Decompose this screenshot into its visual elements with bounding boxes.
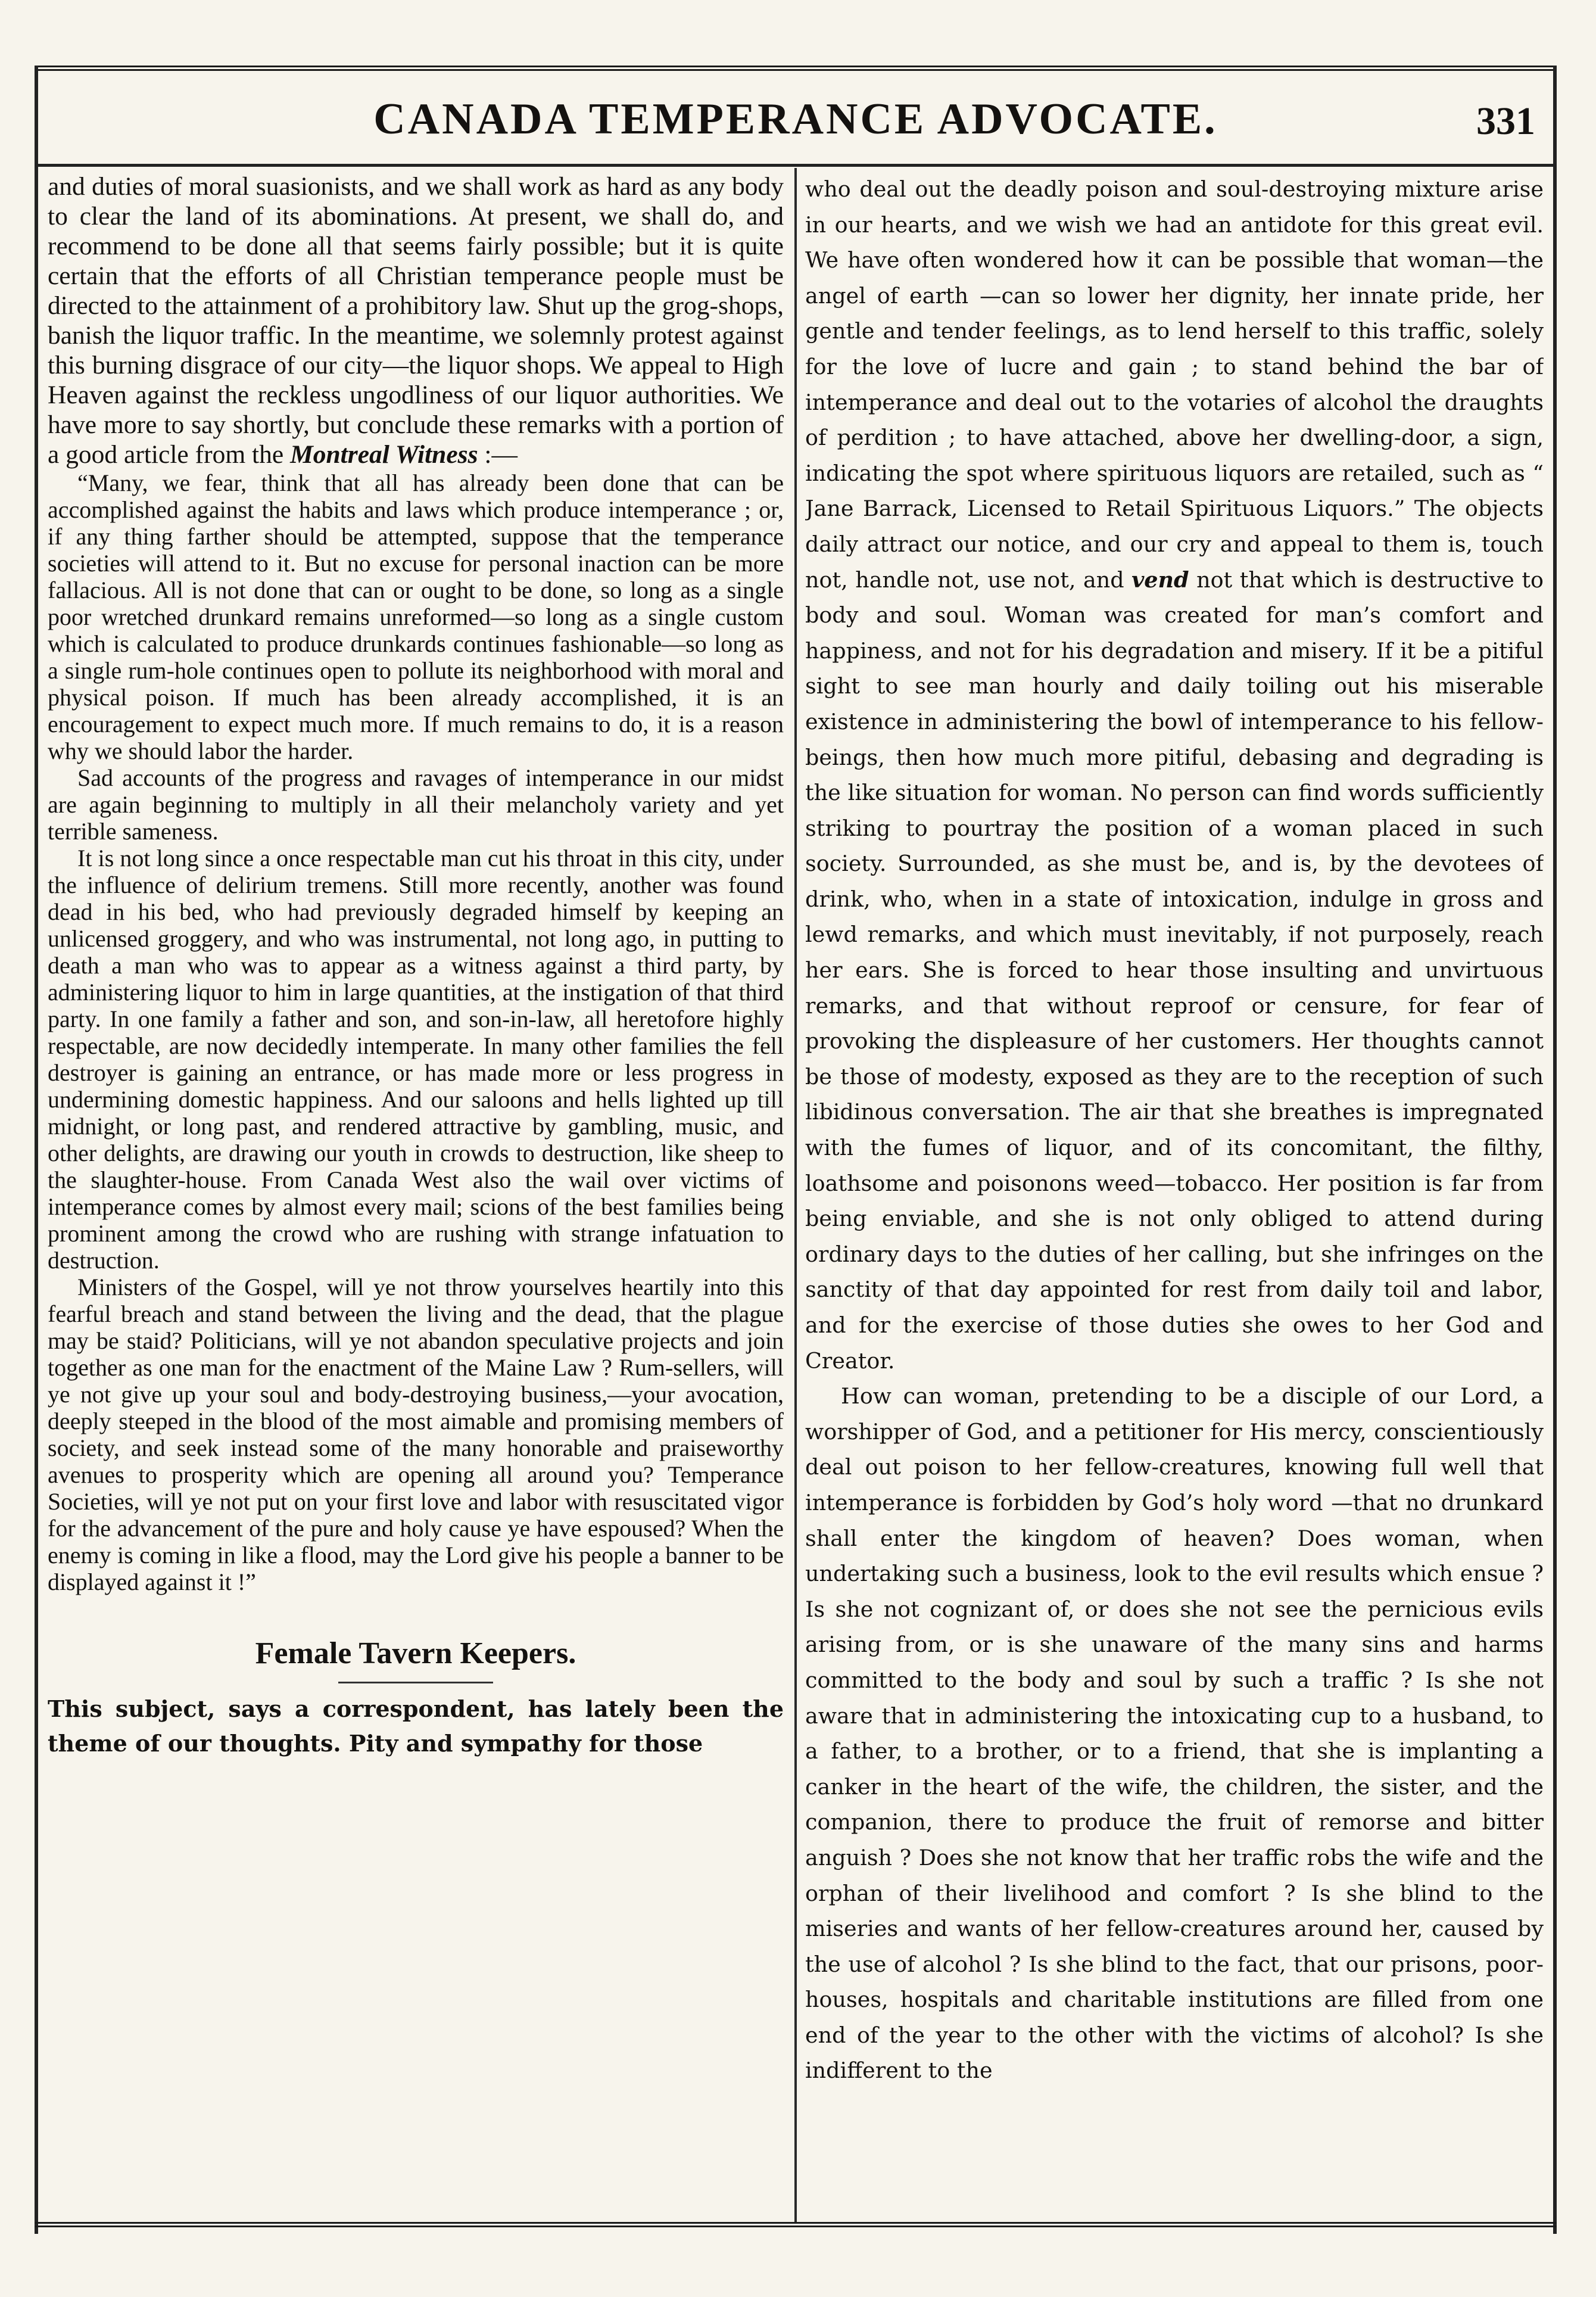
page-number: 331 — [1476, 99, 1535, 143]
quote-paragraph: Ministers of the Gospel, will ye not throw yourselves heartily into this fearful breach and stand between the living and the dead, that the plague may be staid? Politicians, will ye not abandon speculative projects and join together as one man for the enactment of the Maine Law ? Rum-sellers, will ye not give up your soul and body-destroying business,—your avocation, deeply steeped in the blood of the most aimable and promising members of society, and seek instead some of the many honorable and praiseworthy avenues to prosperity which are opening all around you? Temperance Societies, will ye not put on your first love and labor with resuscitated vigor for the advancement of the pure and holy cause ye have espoused? When the enemy is coming in like a flood, may the Lord give his people a banner to be displayed against it !” — [48, 1274, 784, 1595]
emphasized-word: vend — [1131, 567, 1189, 593]
column-divider — [794, 168, 797, 2222]
header-rule — [38, 164, 1553, 167]
quote-paragraph: Sad accounts of the progress and ravages of intemperance in our midst are again beginning to multiply in all their melancholy variety and yet terrible sameness. — [48, 764, 784, 845]
paragraph-text-end: not that which is destructive to body and soul. Woman was created for man’s comfort and happiness, and not for his degradation and misery. If it be a pitiful sight to see man hourly and daily toiling out his miserable existence in administering the bowl of intemperance to his fellow-beings, then how much more pitiful, debasing and degrading is the like situation for woman. No person can find words sufficiently striking to pourtray the position of a woman placed in such society. Surrounded, as she must be, and is, by the devotees of drink, who, when in a state of intoxication, indulge in gross and lewd remarks, and which must inevitably, if not purposely, reach her ears. She is forced to hear those insulting and unvirtuous remarks, and that without reproof or censure, for fear of provoking the displeasure of her customers. Her thoughts cannot be those of modesty, exposed as they are to the reception of such libidinous conversation. The air that she breathes is impregnated with the fumes of liquor, and of its concomitant, the filthy, loathsome and poisonons weed—tobacco. Her position is far from being enviable, and she is not only obliged to attend during ordinary days to the duties of her calling, but she infringes on the sanctity of that day appointed for rest from daily toil and labor, and for the exercise of those duties she owes to her God and Creator. — [805, 567, 1544, 1374]
quoted-article — [48, 469, 784, 1595]
publication-reference: Montreal Witness — [290, 440, 478, 469]
bottom-border-rule — [35, 2222, 1557, 2227]
intro-paragraph — [48, 172, 784, 469]
continued-paragraph — [805, 172, 1544, 1378]
heading-rule — [338, 1682, 493, 1683]
intro-text-end: :— — [478, 440, 518, 469]
body-paragraph: How can woman, pretending to be a disciple of our Lord, a worshipper of God, and a petitioner for His mercy, conscientiously deal out poison to her fellow-creatures, knowing full well that intemperance is forbidden by God’s holy word —that no drunkard shall enter the kingdom of heaven? Does woman, when undertaking such a business, look to the evil results which ensue ? Is she not cognizant of, or does she not see the pernicious evils arising from, or is she unaware of the many sins and harms committed to the body and soul by such a traffic ? Is she not aware that in administering the intoxicating cup to a husband, to a father, to a brother, or to a friend, that she is implanting a canker in the heart of the wife, the children, the sister, and the companion, there to produce the fruit of remorse and bitter anguish ? Does she not know that her traffic robs the wife and the orphan of their livelihood and comfort ? Is she blind to the miseries and wants of her fellow-creatures around her, caused by the use of alcohol ? Is she blind to the fact, that our prisons, poor-houses, hospitals and charitable institutions are filled from one end of the year to the other with the victims of alcohol? Is she indifferent to the — [805, 1383, 1544, 2084]
quote-paragraph: It is not long since a once respectable man cut his throat in this city, under the influence of delirium tremens. Still more recently, another was found dead in his bed, who had previously degraded himself by keeping an unlicensed groggery, and who was instrumental, not long ago, in putting to death a man who was to appear as a witness against a third party, by administering liquor to him in large quantities, at the instigation of that third party. In one family a father and son, and son-in-law, all heretofore highly respectable, are now decidedly intemperate. In many other families the fell destroyer is gaining an entrance, or has made more or less progress in undermining domestic happiness. And our saloons and hells lighted up till midnight, or long past, and rendered attractive by gambling, music, and other delights, are drawing our youth in crowds to destruction, like sheep to the slaughter-house. From Canada West also the wail over victims of intemperance comes by almost every mail; scions of the best families being prominent among the crowd who are rushing with strange infatuation to destruction. — [48, 845, 784, 1274]
publication-title: CANADA TEMPERANCE ADVOCATE. — [373, 95, 1218, 144]
right-column — [805, 172, 1544, 2215]
section-lead — [48, 1692, 784, 1761]
quote-paragraph: “Many, we fear, think that all has already been done that can be accomplished against the habits and laws which produce intemperance ; or, if any thing farther should be attempted, suppose that the temperance societies will attend to it. But no excuse for personal inaction can be more fallacious. All is not done that can or ought to be done, so long as a single poor wretched drunkard remains unreformed—so long as a single custom which is calculated to produce drunkards continues fashionable—so long as a single rum-hole continues open to pollute its neighborhood with moral and physical poison. If much has been already accomplished, it is an encouragement to expect much more. If much remains to do, it is a reason why we should labor the harder. — [48, 469, 784, 764]
intro-text: and duties of moral suasionists, and we shall work as hard as any body to clear the land of its abominations. At present, we shall do, and recommend to be done all that seems fairly possible; but it is quite certain that the efforts of all Christian temperance people must be directed to the attainment of a prohibitory law. Shut up the grog-shops, banish the liquor traffic. In the meantime, we solemnly protest against this burning disgrace of our city—the liquor shops. We appeal to High Heaven against the reckless ungodliness of our liquor authorities. We have more to say shortly, but conclude these remarks with a portion of a good article from the — [48, 172, 784, 469]
section-heading: Female Tavern Keepers. — [255, 1636, 576, 1670]
running-head — [38, 83, 1553, 155]
left-column — [48, 172, 784, 2215]
paragraph-text: who deal out the deadly poison and soul-destroying mixture arise in our hearts, and we wish we had an antidote for this great evil. We have often wondered how it can be possible that woman—the angel of earth —can so lower her dignity, her innate pride, her gentle and tender feelings, as to lend herself to this traffic, solely for the love of lucre and gain ; to stand behind the bar of intemperance and deal out to the votaries of alcohol the draughts of perdition ; to have attached, above her dwelling-door, a sign, indicating the spot where spirituous liquors are retailed, such as “ Jane Barrack, Licensed to Retail Spirituous Liquors.” The objects daily attract our notice, and our cry and appeal to them is, touch not, handle not, use not, and — [805, 176, 1544, 593]
section-lead-paragraph: This subject, says a correspondent, has lately been the theme of our thoughts. Pity and sympathy for those — [48, 1695, 784, 1757]
